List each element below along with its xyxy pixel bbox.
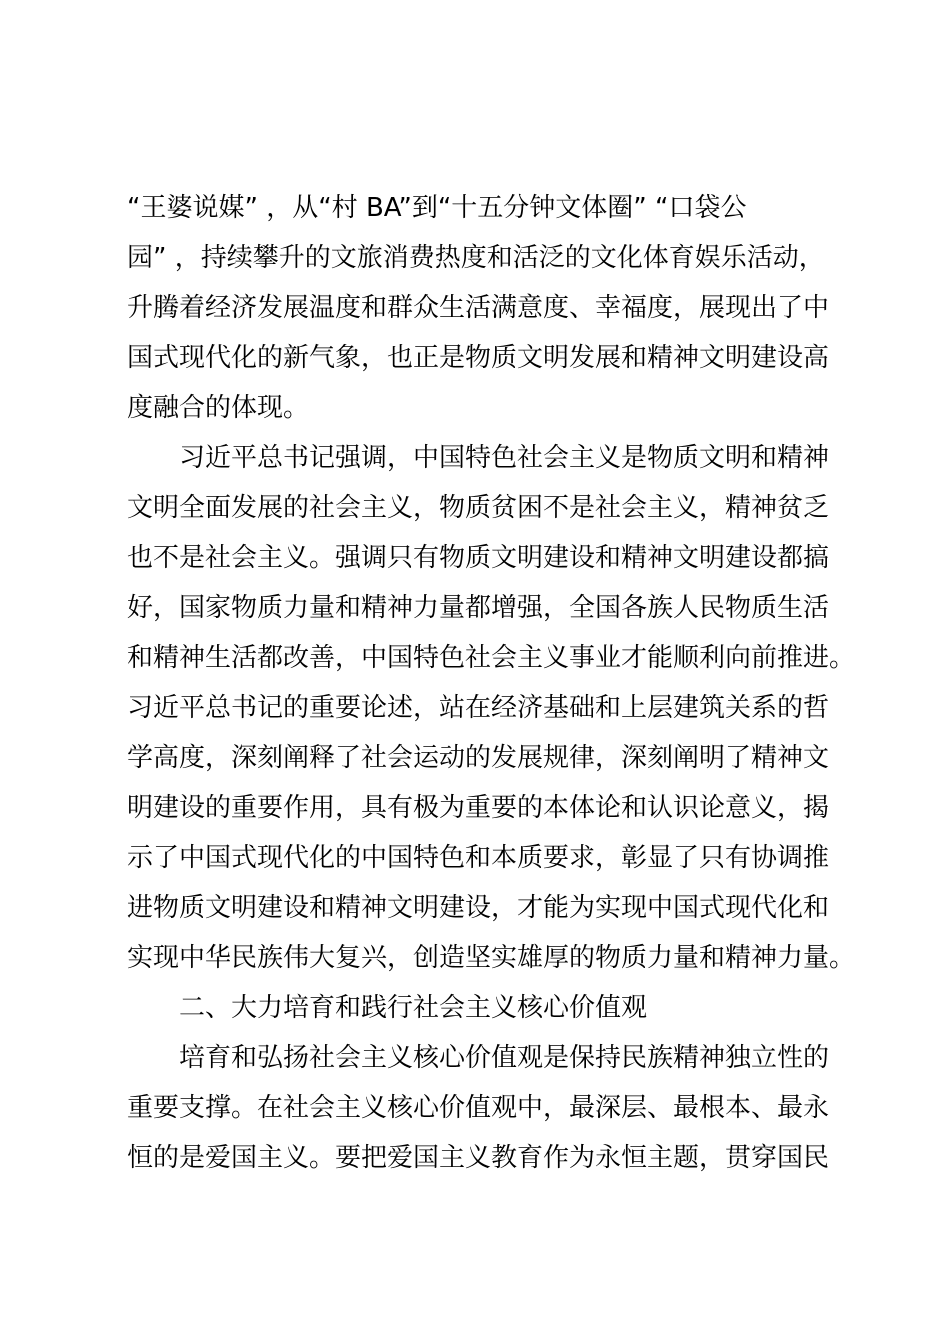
text-line: 培育和弘扬社会主义核心价值观是保持民族精神独立性的 bbox=[127, 1043, 830, 1073]
text-line: 进物质文明建设和精神文明建设，才能为实现中国式现代化和 bbox=[127, 893, 830, 923]
text-line: 学高度，深刻阐释了社会运动的发展规律，深刻阐明了精神文 bbox=[127, 743, 830, 773]
text-line: 习近平总书记强调，中国特色社会主义是物质文明和精神 bbox=[127, 443, 830, 473]
text-line: 习近平总书记的重要论述，站在经济基础和上层建筑关系的哲 bbox=[127, 693, 830, 723]
document-body bbox=[127, 183, 856, 1183]
text-line: 恒的是爱国主义。要把爱国主义教育作为永恒主题，贯穿国民 bbox=[127, 1143, 830, 1173]
text-line: 国式现代化的新气象，也正是物质文明发展和精神文明建设高 bbox=[127, 343, 830, 373]
text-line: 实现中华民族伟大复兴，创造坚实雄厚的物质力量和精神力量。 bbox=[127, 943, 856, 973]
text-line: “王婆说媒” ，从“村 BA”到“十五分钟文体圈” “口袋公 bbox=[127, 193, 747, 223]
text-line: 文明全面发展的社会主义，物质贫困不是社会主义，精神贫乏 bbox=[127, 493, 830, 523]
text-line: 园” ，持续攀升的文旅消费热度和活泛的文化体育娱乐活动， bbox=[127, 243, 825, 273]
text-line: 示了中国式现代化的中国特色和本质要求，彰显了只有协调推 bbox=[127, 843, 830, 873]
text-line: 度融合的体现。 bbox=[127, 393, 310, 423]
text-line: 也不是社会主义。强调只有物质文明建设和精神文明建设都搞 bbox=[127, 543, 830, 573]
text-line: 重要支撑。在社会主义核心价值观中，最深层、最根本、最永 bbox=[127, 1093, 830, 1123]
text-line: 好，国家物质力量和精神力量都增强，全国各族人民物质生活 bbox=[127, 593, 830, 623]
text-line: 升腾着经济发展温度和群众生活满意度、幸福度，展现出了中 bbox=[127, 293, 830, 323]
text-line: 和精神生活都改善，中国特色社会主义事业才能顺利向前推进。 bbox=[127, 643, 856, 673]
text-line: 明建设的重要作用，具有极为重要的本体论和认识论意义，揭 bbox=[127, 793, 830, 823]
section-heading: 二、大力培育和践行社会主义核心价值观 bbox=[127, 993, 648, 1023]
